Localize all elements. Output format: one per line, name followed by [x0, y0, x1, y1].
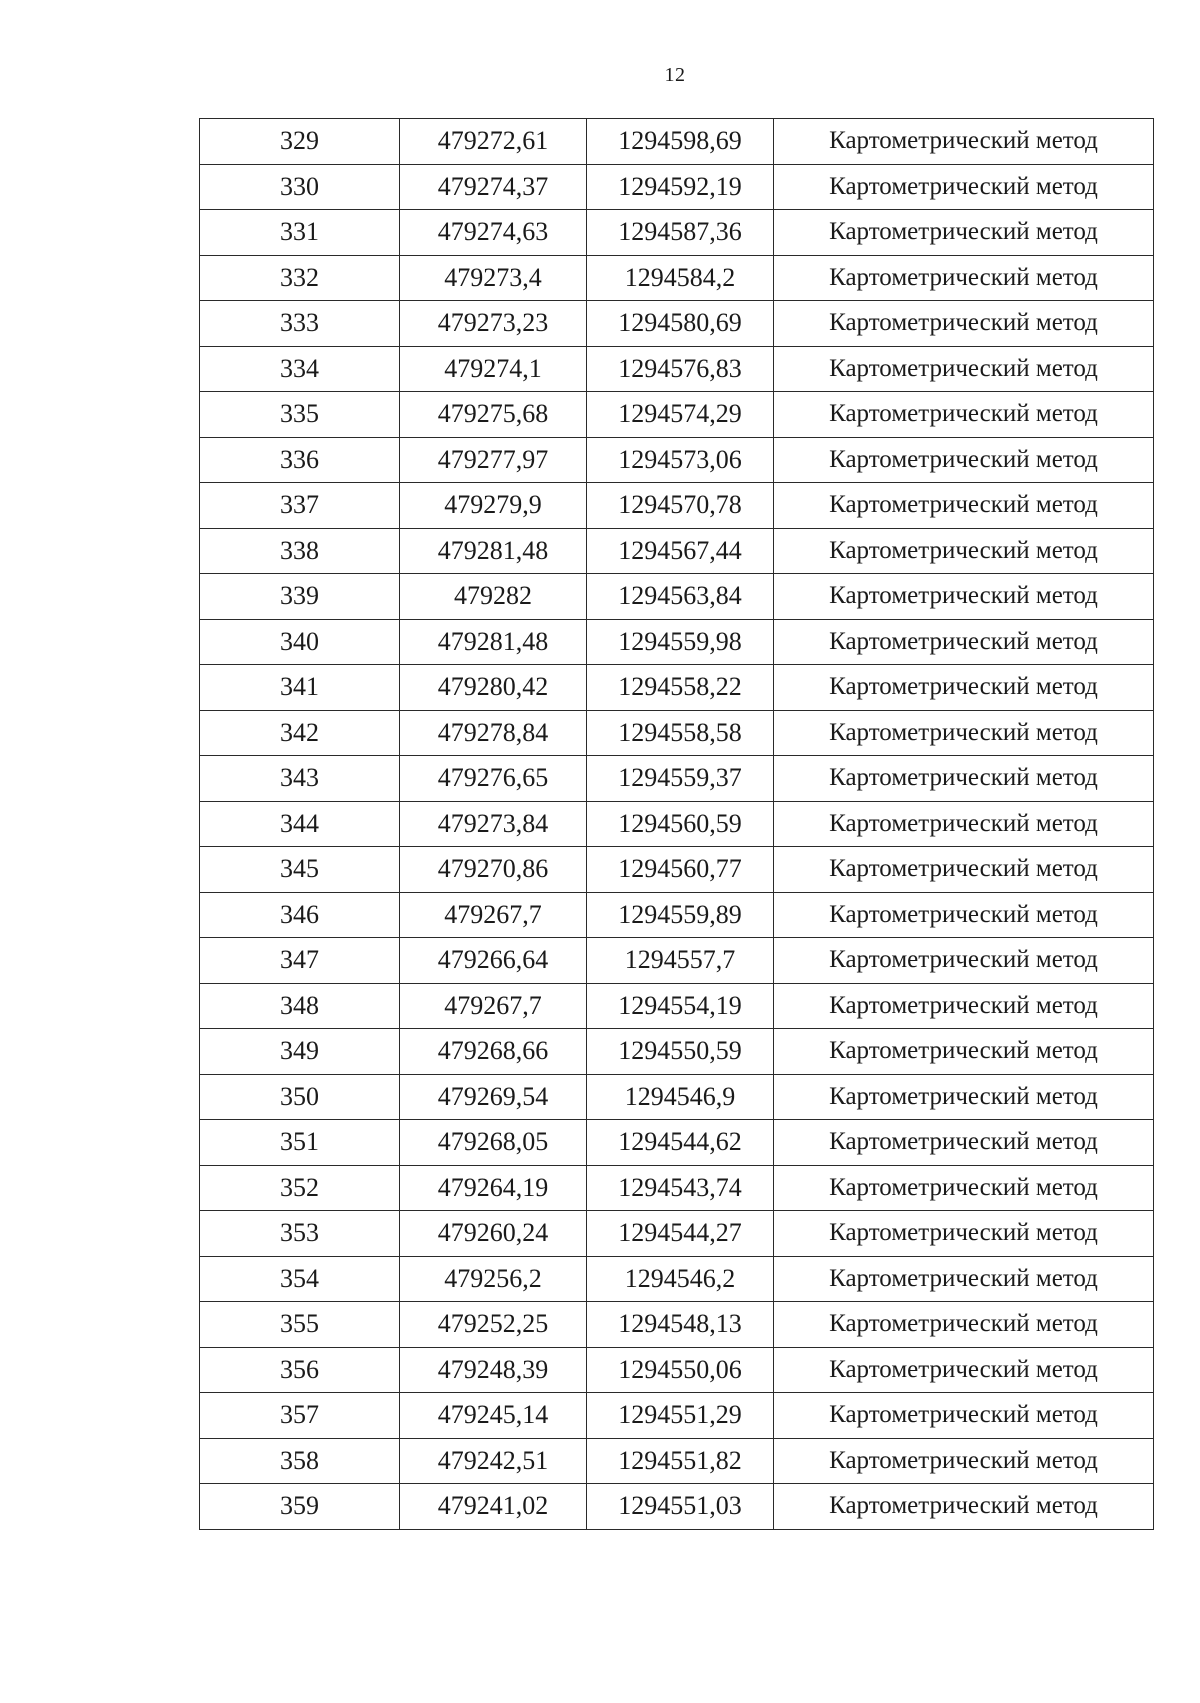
- x-coordinate-cell: 479273,4: [400, 255, 587, 301]
- table-row: [200, 710, 1154, 756]
- y-coordinate-cell: 1294550,06: [587, 1347, 774, 1393]
- table-row: [200, 1484, 1154, 1530]
- point-number-cell: 332: [200, 255, 400, 301]
- method-cell: Картометрический метод: [774, 574, 1154, 620]
- point-number-cell: 359: [200, 1484, 400, 1530]
- table-row: [200, 619, 1154, 665]
- y-coordinate-cell: 1294546,9: [587, 1074, 774, 1120]
- x-coordinate-cell: 479281,48: [400, 528, 587, 574]
- x-coordinate-cell: 479276,65: [400, 756, 587, 802]
- method-cell: Картометрический метод: [774, 346, 1154, 392]
- y-coordinate-cell: 1294576,83: [587, 346, 774, 392]
- x-coordinate-cell: 479268,66: [400, 1029, 587, 1075]
- y-coordinate-cell: 1294598,69: [587, 119, 774, 165]
- table-row: [200, 1302, 1154, 1348]
- point-number-cell: 341: [200, 665, 400, 711]
- x-coordinate-cell: 479241,02: [400, 1484, 587, 1530]
- table-row: [200, 392, 1154, 438]
- point-number-cell: 342: [200, 710, 400, 756]
- x-coordinate-cell: 479267,7: [400, 983, 587, 1029]
- method-cell: Картометрический метод: [774, 1438, 1154, 1484]
- y-coordinate-cell: 1294544,62: [587, 1120, 774, 1166]
- method-cell: Картометрический метод: [774, 892, 1154, 938]
- point-number-cell: 333: [200, 301, 400, 347]
- table-row: [200, 1438, 1154, 1484]
- method-cell: Картометрический метод: [774, 619, 1154, 665]
- point-number-cell: 354: [200, 1256, 400, 1302]
- x-coordinate-cell: 479281,48: [400, 619, 587, 665]
- x-coordinate-cell: 479256,2: [400, 1256, 587, 1302]
- method-cell: Картометрический метод: [774, 437, 1154, 483]
- point-number-cell: 348: [200, 983, 400, 1029]
- page-number: 12: [664, 64, 686, 86]
- method-cell: Картометрический метод: [774, 938, 1154, 984]
- method-cell: Картометрический метод: [774, 1165, 1154, 1211]
- table-row: [200, 346, 1154, 392]
- x-coordinate-cell: 479272,61: [400, 119, 587, 165]
- table-row: [200, 801, 1154, 847]
- point-number-cell: 329: [200, 119, 400, 165]
- method-cell: Картометрический метод: [774, 1256, 1154, 1302]
- x-coordinate-cell: 479274,63: [400, 210, 587, 256]
- method-cell: Картометрический метод: [774, 665, 1154, 711]
- method-cell: Картометрический метод: [774, 1074, 1154, 1120]
- coordinates-table: [199, 118, 1154, 1530]
- method-cell: Картометрический метод: [774, 301, 1154, 347]
- method-cell: Картометрический метод: [774, 528, 1154, 574]
- method-cell: Картометрический метод: [774, 1120, 1154, 1166]
- point-number-cell: 335: [200, 392, 400, 438]
- point-number-cell: 349: [200, 1029, 400, 1075]
- y-coordinate-cell: 1294560,59: [587, 801, 774, 847]
- point-number-cell: 337: [200, 483, 400, 529]
- y-coordinate-cell: 1294548,13: [587, 1302, 774, 1348]
- method-cell: Картометрический метод: [774, 255, 1154, 301]
- table-row: [200, 847, 1154, 893]
- x-coordinate-cell: 479242,51: [400, 1438, 587, 1484]
- y-coordinate-cell: 1294544,27: [587, 1211, 774, 1257]
- table-row: [200, 483, 1154, 529]
- y-coordinate-cell: 1294546,2: [587, 1256, 774, 1302]
- y-coordinate-cell: 1294573,06: [587, 437, 774, 483]
- table-row: [200, 119, 1154, 165]
- y-coordinate-cell: 1294559,98: [587, 619, 774, 665]
- x-coordinate-cell: 479270,86: [400, 847, 587, 893]
- x-coordinate-cell: 479273,84: [400, 801, 587, 847]
- point-number-cell: 346: [200, 892, 400, 938]
- table-row: [200, 1256, 1154, 1302]
- y-coordinate-cell: 1294558,22: [587, 665, 774, 711]
- point-number-cell: 331: [200, 210, 400, 256]
- y-coordinate-cell: 1294570,78: [587, 483, 774, 529]
- y-coordinate-cell: 1294563,84: [587, 574, 774, 620]
- point-number-cell: 352: [200, 1165, 400, 1211]
- table-row: [200, 983, 1154, 1029]
- table-row: [200, 574, 1154, 620]
- x-coordinate-cell: 479266,64: [400, 938, 587, 984]
- y-coordinate-cell: 1294574,29: [587, 392, 774, 438]
- point-number-cell: 355: [200, 1302, 400, 1348]
- x-coordinate-cell: 479280,42: [400, 665, 587, 711]
- point-number-cell: 343: [200, 756, 400, 802]
- y-coordinate-cell: 1294560,77: [587, 847, 774, 893]
- point-number-cell: 345: [200, 847, 400, 893]
- point-number-cell: 358: [200, 1438, 400, 1484]
- y-coordinate-cell: 1294551,82: [587, 1438, 774, 1484]
- method-cell: Картометрический метод: [774, 164, 1154, 210]
- x-coordinate-cell: 479268,05: [400, 1120, 587, 1166]
- y-coordinate-cell: 1294554,19: [587, 983, 774, 1029]
- table-row: [200, 1074, 1154, 1120]
- method-cell: Картометрический метод: [774, 1029, 1154, 1075]
- x-coordinate-cell: 479267,7: [400, 892, 587, 938]
- x-coordinate-cell: 479248,39: [400, 1347, 587, 1393]
- point-number-cell: 330: [200, 164, 400, 210]
- y-coordinate-cell: 1294550,59: [587, 1029, 774, 1075]
- table-row: [200, 892, 1154, 938]
- table-row: [200, 301, 1154, 347]
- table-row: [200, 210, 1154, 256]
- x-coordinate-cell: 479245,14: [400, 1393, 587, 1439]
- point-number-cell: 336: [200, 437, 400, 483]
- table-row: [200, 528, 1154, 574]
- method-cell: Картометрический метод: [774, 710, 1154, 756]
- method-cell: Картометрический метод: [774, 801, 1154, 847]
- y-coordinate-cell: 1294559,37: [587, 756, 774, 802]
- x-coordinate-cell: 479274,1: [400, 346, 587, 392]
- table-row: [200, 1120, 1154, 1166]
- x-coordinate-cell: 479260,24: [400, 1211, 587, 1257]
- table-row: [200, 255, 1154, 301]
- point-number-cell: 353: [200, 1211, 400, 1257]
- table-row: [200, 1347, 1154, 1393]
- method-cell: Картометрический метод: [774, 119, 1154, 165]
- method-cell: Картометрический метод: [774, 847, 1154, 893]
- point-number-cell: 334: [200, 346, 400, 392]
- point-number-cell: 350: [200, 1074, 400, 1120]
- method-cell: Картометрический метод: [774, 1347, 1154, 1393]
- y-coordinate-cell: 1294584,2: [587, 255, 774, 301]
- y-coordinate-cell: 1294580,69: [587, 301, 774, 347]
- method-cell: Картометрический метод: [774, 483, 1154, 529]
- point-number-cell: 340: [200, 619, 400, 665]
- table-row: [200, 1165, 1154, 1211]
- table-row: [200, 1393, 1154, 1439]
- table-body: [200, 119, 1154, 1530]
- point-number-cell: 344: [200, 801, 400, 847]
- method-cell: Картометрический метод: [774, 1211, 1154, 1257]
- x-coordinate-cell: 479269,54: [400, 1074, 587, 1120]
- method-cell: Картометрический метод: [774, 392, 1154, 438]
- y-coordinate-cell: 1294557,7: [587, 938, 774, 984]
- table-row: [200, 756, 1154, 802]
- y-coordinate-cell: 1294558,58: [587, 710, 774, 756]
- table-row: [200, 665, 1154, 711]
- point-number-cell: 339: [200, 574, 400, 620]
- method-cell: Картометрический метод: [774, 1484, 1154, 1530]
- x-coordinate-cell: 479278,84: [400, 710, 587, 756]
- point-number-cell: 347: [200, 938, 400, 984]
- table-row: [200, 938, 1154, 984]
- table-row: [200, 1029, 1154, 1075]
- x-coordinate-cell: 479275,68: [400, 392, 587, 438]
- point-number-cell: 338: [200, 528, 400, 574]
- x-coordinate-cell: 479252,25: [400, 1302, 587, 1348]
- y-coordinate-cell: 1294559,89: [587, 892, 774, 938]
- y-coordinate-cell: 1294551,29: [587, 1393, 774, 1439]
- x-coordinate-cell: 479279,9: [400, 483, 587, 529]
- y-coordinate-cell: 1294551,03: [587, 1484, 774, 1530]
- table-row: [200, 437, 1154, 483]
- x-coordinate-cell: 479282: [400, 574, 587, 620]
- x-coordinate-cell: 479273,23: [400, 301, 587, 347]
- point-number-cell: 357: [200, 1393, 400, 1439]
- method-cell: Картометрический метод: [774, 756, 1154, 802]
- point-number-cell: 351: [200, 1120, 400, 1166]
- point-number-cell: 356: [200, 1347, 400, 1393]
- y-coordinate-cell: 1294543,74: [587, 1165, 774, 1211]
- x-coordinate-cell: 479274,37: [400, 164, 587, 210]
- x-coordinate-cell: 479277,97: [400, 437, 587, 483]
- y-coordinate-cell: 1294567,44: [587, 528, 774, 574]
- method-cell: Картометрический метод: [774, 1393, 1154, 1439]
- y-coordinate-cell: 1294587,36: [587, 210, 774, 256]
- table-row: [200, 1211, 1154, 1257]
- table-row: [200, 164, 1154, 210]
- method-cell: Картометрический метод: [774, 210, 1154, 256]
- y-coordinate-cell: 1294592,19: [587, 164, 774, 210]
- method-cell: Картометрический метод: [774, 983, 1154, 1029]
- method-cell: Картометрический метод: [774, 1302, 1154, 1348]
- x-coordinate-cell: 479264,19: [400, 1165, 587, 1211]
